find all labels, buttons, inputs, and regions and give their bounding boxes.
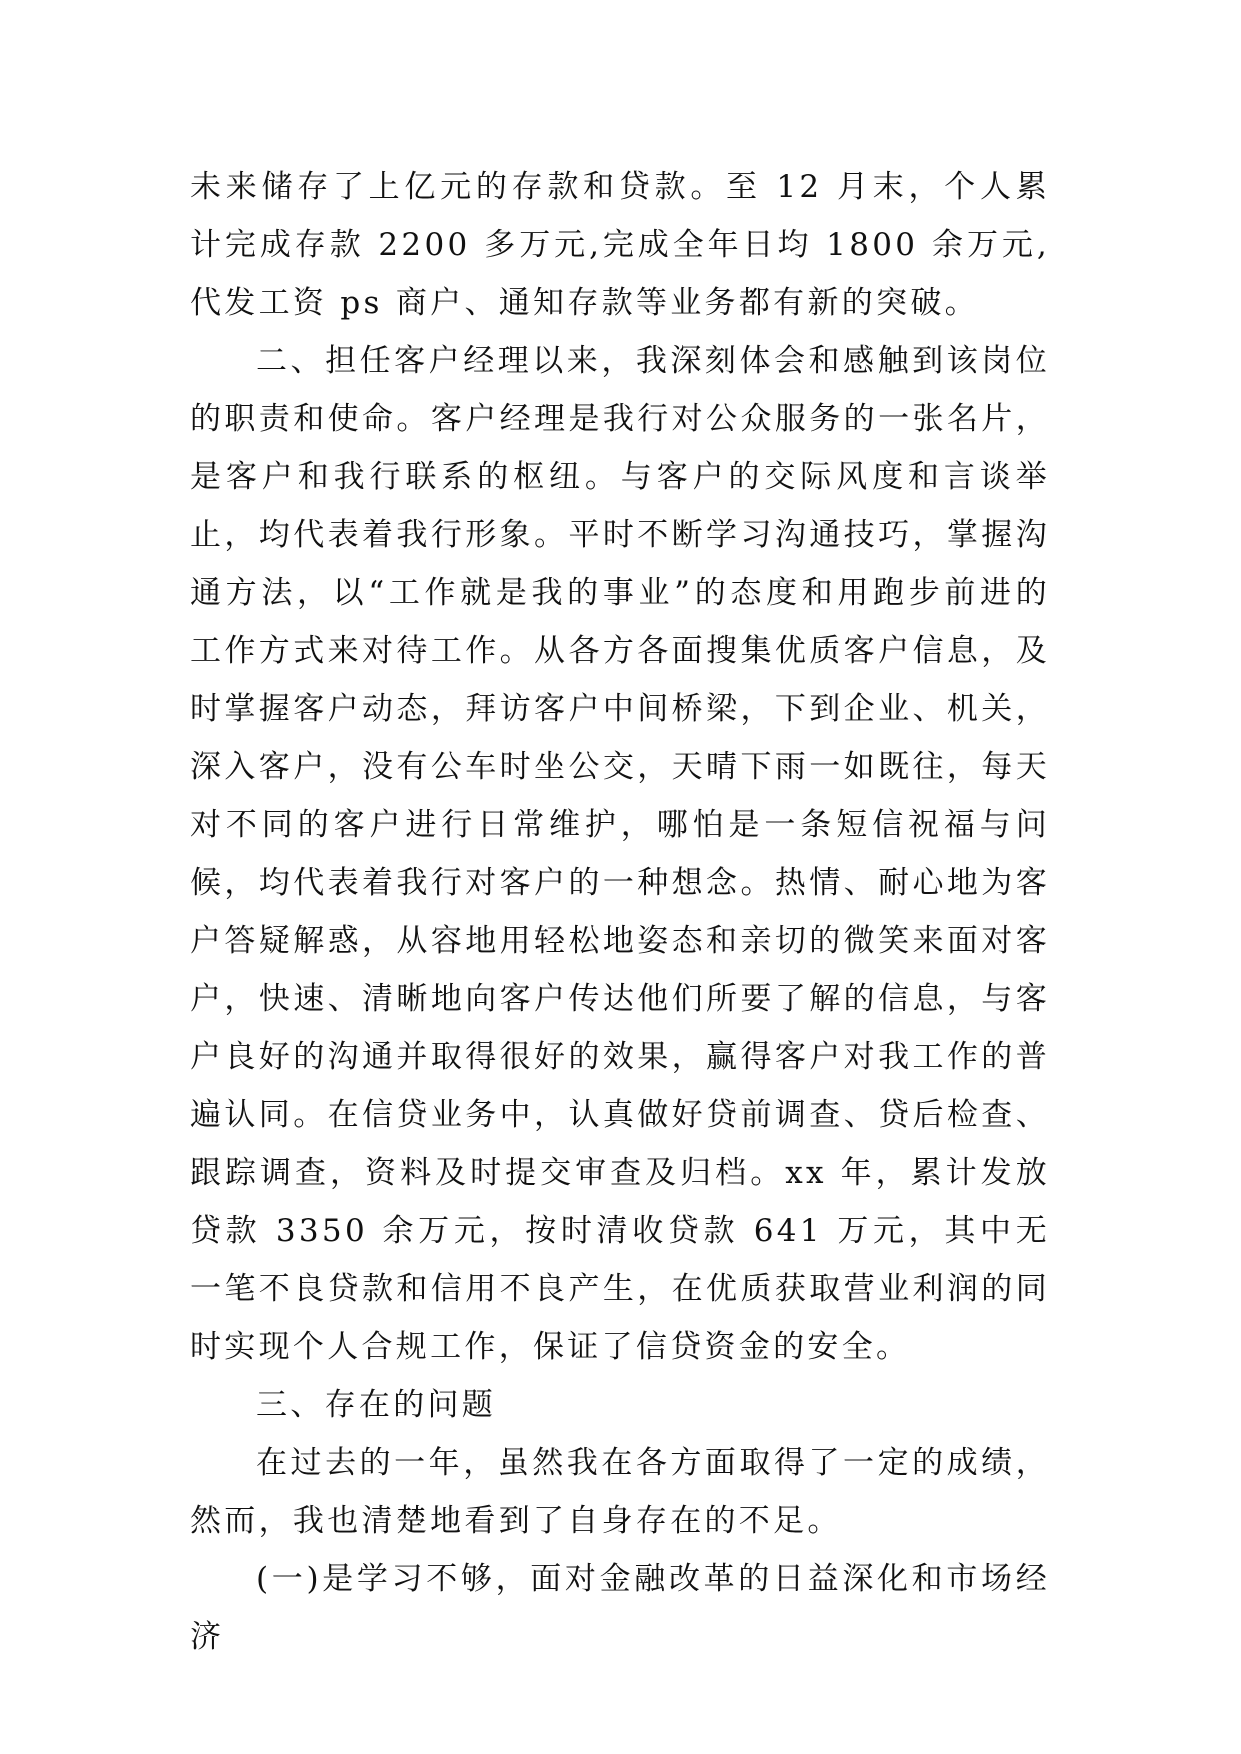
section-heading-problems: 三、存在的问题 xyxy=(256,1387,497,1423)
paragraph-point-one: (一)是学习不够，面对金融改革的日益深化和市场经济 xyxy=(190,1561,1050,1655)
document-body xyxy=(190,158,1050,1666)
paragraph-section-two: 二、担任客户经理以来，我深刻体会和感触到该岗位的职责和使命。客户经理是我行对公众服务的一张名片，是客户和我行联系的枢纽。与客户的交际风度和言谈举止，均代表着我行形象。平时不断学习沟通技巧，掌握沟通方法，以“工作就是我的事业”的态度和用跑步前进的工作方式来对待工作。从各方各面搜集优质客户信息，及时掌握客户动态，拜访客户中间桥梁，下到企业、机关，深入客户，没有公车时坐公交，天晴下雨一如既往，每天对不同的客户进行日常维护，哪怕是一条短信祝福与问候，均代表着我行对客户的一种想念。热情、耐心地为客户答疑解惑，从容地用轻松地姿态和亲切的微笑来面对客户，快速、清晰地向客户传达他们所要了解的信息，与客户良好的沟通并取得很好的效果，赢得客户对我工作的普遍认同。在信贷业务中，认真做好贷前调查、贷后检查、跟踪调查，资料及时提交审查及归档。xx 年，累计发放贷款 3350 余万元，按时清收贷款 641 万元，其中无一笔不良贷款和信用不良产生，在优质获取营业利润的同时实现个人合规工作，保证了信贷资金的安全。 xyxy=(190,343,1050,1365)
paragraph-continuation: 未来储存了上亿元的存款和贷款。至 12 月末，个人累计完成存款 2200 多万元,完成全年日均 1800 余万元,代发工资 ps 商户、通知存款等业务都有新的突破。 xyxy=(190,169,1050,321)
paragraph-shortcomings: 在过去的一年，虽然我在各方面取得了一定的成绩，然而，我也清楚地看到了自身存在的不足。 xyxy=(190,1445,1050,1539)
